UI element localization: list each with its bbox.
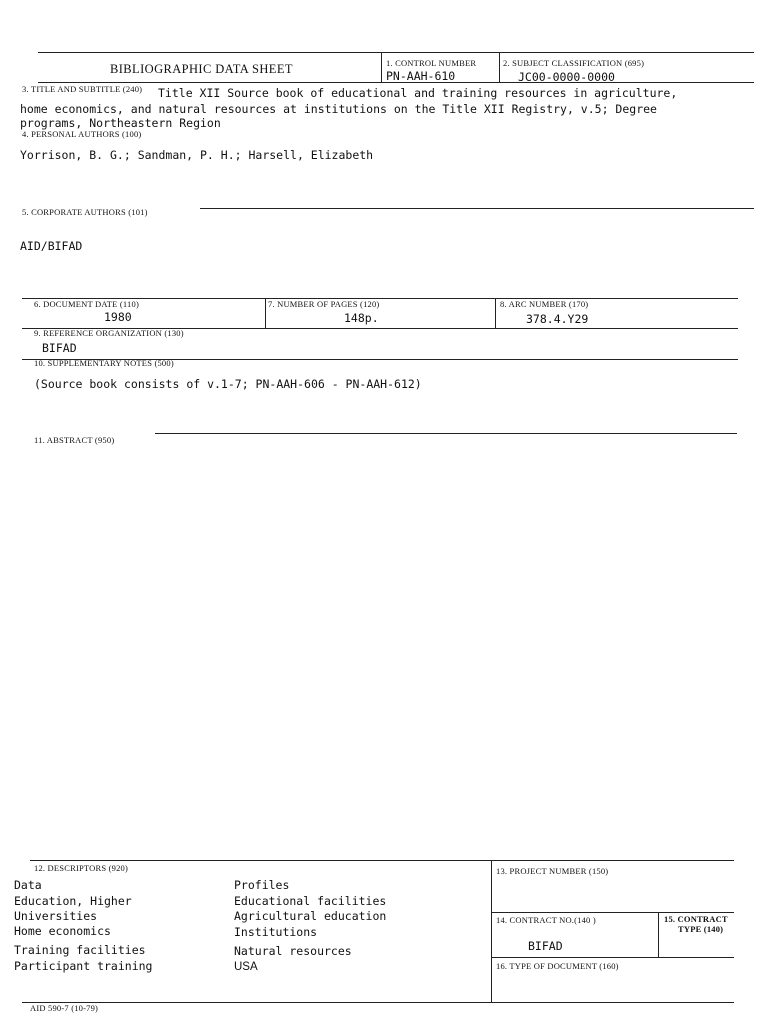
abstract-label: 11. ABSTRACT (950)	[34, 435, 115, 445]
descriptor-item: Home economics	[14, 923, 111, 938]
personal-authors-label: 4. PERSONAL AUTHORS (100)	[22, 129, 142, 139]
form-number: AID 590-7 (10-79)	[30, 1003, 99, 1013]
descriptors-column-1	[14, 878, 152, 974]
descriptor-item: Universities	[14, 909, 98, 923]
title-line-1: Title XII Source book of educational and training resources in agriculture,	[158, 86, 678, 100]
arc-number-label: 8. ARC NUMBER (170)	[500, 299, 589, 309]
number-of-pages-value: 148p.	[344, 311, 379, 325]
contract-no-label: 14. CONTRACT NO.(140 )	[496, 915, 596, 925]
project-number-label: 13. PROJECT NUMBER (150)	[496, 866, 609, 876]
control-number-label: 1. CONTROL NUMBER	[386, 58, 477, 68]
supplementary-notes-label: 10. SUPPLEMENTARY NOTES (500)	[34, 358, 174, 368]
descriptor-item: Educational facilities	[234, 893, 387, 908]
descriptors-column-2	[234, 878, 386, 975]
descriptor-item: Natural resources	[234, 944, 352, 958]
number-of-pages-label: 7. NUMBER OF PAGES (120)	[268, 299, 380, 309]
contract-type-label: 15. CONTRACT	[664, 914, 728, 924]
document-date-value: 1980	[104, 310, 132, 324]
corporate-authors-label: 5. CORPORATE AUTHORS (101)	[22, 207, 148, 217]
descriptor-item: Education, Higher	[14, 893, 132, 908]
descriptor-item: USA	[234, 960, 258, 973]
subject-classification-value: JC00-0000-0000	[518, 70, 615, 84]
descriptor-item: Agricultural education	[234, 909, 387, 923]
personal-authors-value: Yorrison, B. G.; Sandman, P. H.; Harsell, Elizabeth	[20, 148, 374, 162]
contract-type-sublabel: TYPE (140)	[678, 924, 724, 934]
descriptors-label: 12. DESCRIPTORS (920)	[34, 863, 129, 873]
form-title: BIBLIOGRAPHIC DATA SHEET	[110, 62, 293, 76]
title-line-2: home economics, and natural resources at institutions on the Title XII Registry, v.5; Degree	[20, 102, 657, 116]
control-number-value: PN-AAH-610	[386, 69, 456, 83]
contract-no-value: BIFAD	[528, 939, 563, 953]
reference-org-value: BIFAD	[42, 341, 77, 355]
document-type-label: 16. TYPE OF DOCUMENT (160)	[496, 961, 619, 971]
reference-org-label: 9. REFERENCE ORGANIZATION (130)	[34, 328, 184, 338]
subject-classification-label: 2. SUBJECT CLASSIFICATION (695)	[503, 58, 645, 68]
title-subtitle-label: 3. TITLE AND SUBTITLE (240)	[22, 84, 143, 94]
corporate-authors-value: AID/BIFAD	[20, 239, 83, 253]
supplementary-notes-value: (Source book consists of v.1-7; PN-AAH-606 - PN-AAH-612)	[34, 377, 422, 391]
document-date-label: 6. DOCUMENT DATE (110)	[34, 299, 139, 309]
descriptor-item: Profiles	[234, 878, 290, 892]
descriptor-item: Training facilities	[14, 943, 146, 957]
descriptor-item: Institutions	[234, 924, 318, 939]
arc-number-value: 378.4.Y29	[526, 312, 589, 326]
descriptor-item: Data	[14, 878, 42, 892]
title-line-3: programs, Northeastern Region	[20, 116, 221, 130]
descriptor-item: Participant training	[14, 958, 153, 973]
